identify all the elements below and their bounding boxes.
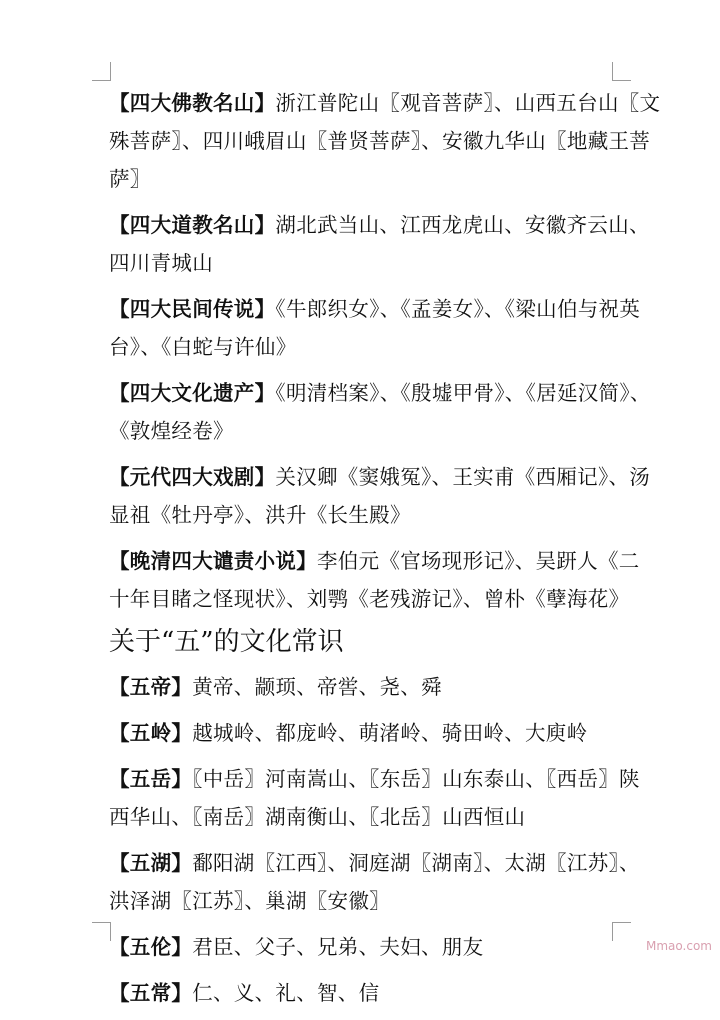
- entry-line: [109, 542, 640, 580]
- entry-line: [109, 580, 630, 618]
- entry-line: [109, 374, 651, 412]
- entry-paragraph: [109, 928, 619, 966]
- entry-line: [109, 122, 651, 160]
- entry-text: 四川青城山: [109, 251, 213, 275]
- entry-line: [109, 244, 619, 282]
- entry-text: 《明清档案》、《殷墟甲骨》、《居延汉简》、: [275, 381, 651, 405]
- entry-text: 越城岭、都庞岭、萌渚岭、骑田岭、大庾岭: [192, 721, 588, 745]
- entry-text: 黄帝、颛顼、帝喾、尧、舜: [192, 675, 442, 699]
- entry-line: [109, 760, 640, 798]
- entry-paragraph: [109, 206, 650, 282]
- entry-label: 【五岳】: [109, 767, 193, 791]
- entry-paragraph: [109, 760, 640, 836]
- entry-line: [109, 412, 619, 450]
- entry-text: 鄱阳湖〖江西〗、洞庭湖〖湖南〗、太湖〖江苏〗、: [192, 851, 640, 875]
- entry-line: [109, 160, 619, 198]
- entry-line: [109, 974, 619, 1012]
- entry-label: 【五帝】: [109, 675, 193, 699]
- entry-line: [109, 84, 661, 122]
- entry-text: 洪泽湖〖江苏〗、巢湖〖安徽〗: [109, 889, 390, 913]
- entry-paragraph: [109, 974, 619, 1012]
- entry-text: 显祖《牡丹亭》、洪升《长生殿》: [109, 503, 411, 527]
- entry-text: 湖北武当山、江西龙虎山、安徽齐云山、: [275, 213, 650, 237]
- entry-label: 【四大道教名山】: [109, 213, 276, 237]
- section-four-list: [109, 84, 661, 618]
- entry-label: 【五常】: [109, 981, 193, 1005]
- entry-line: [109, 496, 619, 534]
- entry-line: [109, 798, 619, 836]
- entry-line: [109, 882, 619, 920]
- entry-text: 浙江普陀山〖观音菩萨〗、山西五台山〖文: [275, 91, 661, 115]
- entry-text: 〖中岳〗河南嵩山、〖东岳〗山东泰山、〖西岳〗陕: [192, 767, 640, 791]
- section-five-list: [109, 668, 640, 1012]
- entry-line: [109, 844, 640, 882]
- entry-text: 君臣、父子、兄弟、夫妇、朋友: [192, 935, 484, 959]
- entry-text: 西华山、〖南岳〗湖南衡山、〖北岳〗山西恒山: [109, 805, 526, 829]
- section-heading: 关于“五”的文化常识: [109, 627, 344, 657]
- entry-paragraph: [109, 374, 651, 450]
- entry-text: 萨〗: [109, 167, 151, 191]
- entry-text: 李伯元《官场现形记》、吴趼人《二: [317, 549, 640, 573]
- entry-paragraph: [109, 542, 640, 618]
- entry-text: 殊菩萨〗、四川峨眉山〖普贤菩萨〗、安徽九华山〖地藏王菩: [109, 129, 651, 153]
- entry-paragraph: [109, 844, 640, 920]
- entry-paragraph: [109, 714, 619, 752]
- entry-line: [109, 714, 619, 752]
- entry-text: 《牛郎织女》、《孟姜女》、《梁山伯与祝英: [275, 297, 641, 321]
- entry-label: 【四大佛教名山】: [109, 91, 276, 115]
- entry-paragraph: [109, 668, 619, 706]
- watermark-logo: Mmao.com: [646, 939, 712, 953]
- entry-label: 【晚清四大谴责小说】: [109, 549, 317, 573]
- entry-line: [109, 668, 619, 706]
- entry-text: 仁、义、礼、智、信: [192, 981, 380, 1005]
- entry-paragraph: [109, 290, 641, 366]
- entry-label: 【五岭】: [109, 721, 193, 745]
- entry-line: [109, 928, 619, 966]
- entry-line: [109, 206, 650, 244]
- corner-mark-top-left: [92, 62, 111, 81]
- entry-text: 十年目睹之怪现状》、刘鹗《老残游记》、曾朴《孽海花》: [109, 587, 630, 611]
- entry-label: 【元代四大戏剧】: [109, 465, 276, 489]
- entry-label: 【五湖】: [109, 851, 193, 875]
- entry-line: [109, 328, 619, 366]
- entry-text: 《敦煌经卷》: [109, 419, 234, 443]
- entry-line: [109, 290, 641, 328]
- entry-line: [109, 458, 651, 496]
- entry-label: 【四大民间传说】: [109, 297, 276, 321]
- entry-text: 关汉卿《窦娥冤》、王实甫《西厢记》、汤: [275, 465, 651, 489]
- entry-label: 【五伦】: [109, 935, 193, 959]
- document-body: [109, 84, 661, 1020]
- entry-paragraph: [109, 458, 651, 534]
- entry-paragraph: [109, 84, 661, 198]
- entry-text: 台》、《白蛇与许仙》: [109, 335, 297, 359]
- entry-label: 【四大文化遗产】: [109, 381, 276, 405]
- corner-mark-top-right: [612, 62, 631, 81]
